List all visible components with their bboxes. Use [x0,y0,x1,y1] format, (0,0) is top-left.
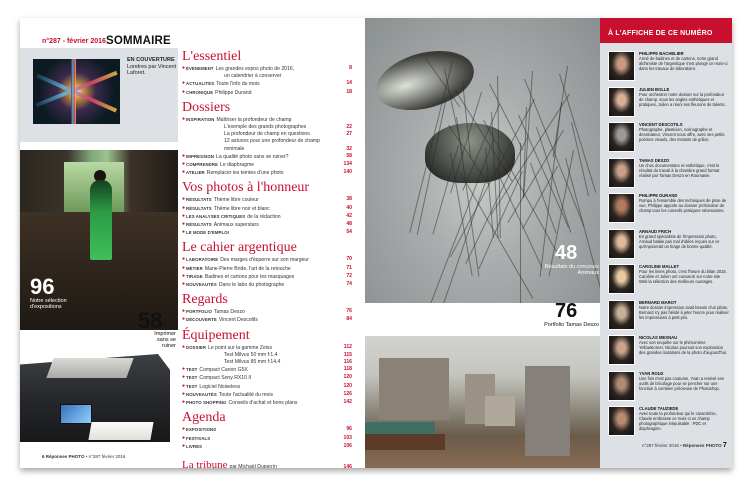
entry-text: Vincent Descotils [218,317,258,324]
entry-text: Philippe Durand [215,89,252,96]
entry-text: de la rédaction [247,213,281,220]
bullet-icon: ● [182,256,186,263]
toc-entry[interactable] [182,153,352,161]
entry-label: FESTIVALS [186,435,211,441]
toc-entry[interactable] [182,391,352,399]
toc-entry[interactable] [182,281,352,289]
teaser-48-caption: Résultats du concours Animaux [544,264,599,276]
contributor-bio: Pour les livres photo, c'est l'heure du bilan 2015. Caroline et Julien ont consacré sur notre site Web la sélection des meilleurs ouvrages. [639,269,727,284]
bullet-icon: ● [182,161,186,168]
bullet-icon: ● [182,308,186,315]
bullet-icon: ● [182,229,186,236]
bullet-icon: ● [182,196,186,203]
contributor-avatar [608,264,635,294]
entry-text: Test Milvus 50 mm f:1,4 [224,351,278,358]
bullet-icon: ● [182,426,186,433]
contributor-avatar [608,87,635,117]
entry-page-number [336,73,352,80]
toc-entry[interactable] [182,169,352,177]
section-title: Vos photos à l'honneur [182,180,310,196]
entry-text: L'exemple des grands photographes [224,124,307,131]
contributor-bio: Rompu à l'ensemble des techniques de prise de vue, Philippe apporte au dossier profondeur de champ tous les conseils pratiques nécessaires. [639,198,727,213]
toc-entry[interactable] [182,89,352,97]
toc-entry[interactable] [182,65,352,73]
entry-page-number: 118 [343,366,352,373]
entry-label: DÉCOUVERTE [186,317,217,323]
entry-page-number: 84 [346,316,352,323]
entry-page-number: 22 [346,124,352,131]
contributor-item [608,87,730,118]
entry-text-wrap [186,196,336,204]
contributor-avatar [608,229,635,259]
entry-label: MÉTIER [186,265,203,271]
contributor-item [608,406,730,437]
toc-entry[interactable] [182,124,352,131]
entry-page-number: 71 [346,264,352,271]
contributor-item [608,51,730,82]
toc-entry[interactable] [182,161,352,169]
toc-entry[interactable] [182,80,352,88]
left-brand: Réponses PHOTO [45,454,85,459]
entry-page-number: 54 [346,229,352,236]
contributor-bio: En grand spécialiste de l'impression photo, Arnaud balaie pas mal d'idées reçues sur ce qu'imposerait un tirage de bonne qualité. [639,233,720,249]
section-title: Regards [182,292,228,308]
contributor-name: JULIEN BOLLE [639,86,670,92]
section-title: Agenda [182,410,226,426]
entry-label: RÉSULTATS [186,222,212,228]
bullet-icon: ● [182,212,186,219]
toc-entry[interactable] [182,352,352,359]
toc-entry[interactable] [182,116,352,124]
entry-page-number: 115 [343,351,352,358]
contributor-item [608,122,730,153]
toc-entry[interactable] [182,146,352,153]
toc-entry[interactable] [182,426,352,434]
contributor-name: YVAN ROUX [639,370,664,376]
toc-entry[interactable] [182,265,352,273]
entry-text-wrap [186,65,336,73]
left-folio [42,454,125,459]
bullet-icon: ● [182,442,186,449]
entry-page-number: 38 [346,196,352,203]
left-page-number: 6 [42,454,45,459]
bullet-icon: ● [182,382,186,389]
entry-label: PORTFOLIO [186,309,212,315]
bullet-icon: ● [182,366,186,373]
toc-entry[interactable] [182,399,352,407]
entry-label: TIRAGE [186,273,203,279]
contributor-item [608,335,730,366]
entry-text-wrap [186,213,336,221]
entry-text: Badines et cartons pour les masquages [204,273,295,280]
cover-text: Londres par Vincent Laforet. [127,63,177,76]
entry-text-wrap [186,161,336,169]
contributor-avatar [608,193,635,223]
entry-page-number: 116 [343,359,352,366]
toc-entry[interactable] [182,196,352,204]
entry-text-wrap [186,316,336,324]
entry-label: TEST [186,383,198,389]
entry-text: Des marges d'équerre sur son margeur [220,257,309,264]
section-title: Dossiers [182,99,231,115]
toc-entry[interactable] [182,229,352,237]
entry-text-wrap [186,435,336,443]
toc-entry[interactable] [182,308,352,316]
entry-label: NOUVEAUTÉS [186,282,217,288]
toc-entry[interactable] [182,138,352,145]
entry-text-wrap [186,443,336,451]
contributor-item [608,300,730,331]
teaser-48-number: 48 [555,242,578,264]
entry-text: minimale [224,145,245,152]
toc-entry[interactable] [182,435,352,443]
right-page [365,18,732,468]
entry-text: Animaux superstars [213,222,259,229]
entry-text: Thème libre noir et blanc [213,205,270,212]
entry-text: Les grandes expos photo de 2016, [215,66,295,72]
right-page-number: 7 [722,442,727,449]
contributor-name: ARNAUD FRICH [639,228,672,234]
entry-text-wrap [186,146,336,153]
toc-entry[interactable] [182,366,352,374]
bullet-icon: ● [182,152,186,159]
contributor-bio: Notre dossier impression avait besoin d'un pilote, Bernard s'y pas hésité à jeter l'encre pour réaliser les impressions à petit prix. [639,304,729,320]
entry-text-wrap [186,391,336,399]
entry-label: RÉSULTATS [186,197,212,203]
entry-text-wrap [186,273,336,281]
bullet-icon: ● [182,434,186,441]
entry-page-number: 58 [346,152,352,159]
entry-page-number: 40 [346,204,352,211]
entry-text-wrap [186,124,336,131]
contributor-avatar [608,122,635,152]
entry-text: Logiciel Noiseless [199,383,241,390]
entry-text: Le diaphragme [220,162,255,169]
contributor-name: BERNARD MAROT [639,299,677,305]
entry-label: ÉVÉNEMENT [186,66,214,71]
contributor-avatar [608,335,635,365]
entry-text-wrap [186,281,336,289]
entry-label: PHOTO SHOPPING [186,400,227,406]
entry-page-number: 120 [343,382,352,389]
bullet-icon: ● [182,169,186,176]
bullet-icon: ● [182,65,186,71]
contributor-bio: Avec son enquête sur le phénomène YellowKorner, Nicolas poursuit son exploration des grandes mutations de la photo d'aujourd'hui. [639,340,728,355]
entry-text: Compact Sony RX10 II [199,375,252,382]
entry-page-number: 146 [343,463,352,468]
contributor-name: CLAUDE TAUZIEDE [639,406,679,411]
entry-text-wrap [186,131,336,138]
entry-text-wrap [186,169,336,177]
entry-page-number: 120 [343,374,352,381]
bullet-icon: ● [182,399,186,406]
entry-text: Compact Canon G5X [199,367,248,374]
cover-heading: EN COUVERTURE [127,57,175,63]
toc-entry[interactable] [182,256,352,264]
entry-page-number: 126 [343,390,352,397]
section-title: Équipement [182,327,250,343]
entry-text-wrap [186,229,336,237]
entry-page-number: 134 [343,161,352,168]
entry-label: NOUVEAUTÉS [186,391,217,397]
entry-text: Conseils d'achat et bons plans [228,400,298,407]
entry-page-number: 8 [349,65,352,71]
printer-scanner-lid [46,358,133,378]
page-title: SOMMAIRE [106,35,171,47]
entry-text-wrap [186,352,336,359]
entry-text-wrap [186,205,336,213]
entry-label: ACTUALITÉS [186,81,215,87]
folio-separator: • [680,443,682,448]
bullet-icon: ● [182,316,186,323]
contributor-bio: Avec toute la profondeur qui le caractérise, Claude embrasse ce mois-ci un champ photographique inépuisable : PDC et diaphragme. [639,411,717,431]
bullet-icon: ● [182,264,186,271]
toc-entry[interactable] [182,383,352,391]
entry-label: TEST [186,375,198,381]
bullet-icon: ● [182,343,186,350]
entry-text: Test Milvus 85 mm f:14,4 [224,359,281,366]
bullet-icon: ● [182,390,186,397]
teaser-76-caption: Portfolio Tamas Deszo [544,322,599,328]
right-folio [642,442,727,449]
entry-text-wrap [186,359,336,366]
entry-text-wrap [186,116,336,124]
entry-text: Remplacer les teintes d'une photo [206,170,284,177]
entry-label: CHRONIQUE [186,89,214,95]
entry-text-wrap [186,256,336,264]
entry-page-number: 76 [346,308,352,315]
bullet-icon: ● [182,80,186,87]
issue-label: n°287 - février 2016 [42,38,106,45]
contributor-name: VINCENT DESCOTILS [639,122,683,127]
contributor-avatar [608,158,635,188]
contributor-bio: Pour orchestrer notre dossier sur la profondeur de champ, sous les angles esthétiques et pratiques, Julien a réuni ses fleurons de talents. [639,91,726,107]
entry-page-number: 27 [346,131,352,138]
teaser-76-number: 76 [555,300,578,322]
printer-screen [60,404,92,424]
teaser-96-number: 96 [30,274,55,299]
toc-entry[interactable] [182,344,352,352]
entry-page-number: 14 [346,80,352,87]
contributor-item [608,158,730,189]
entry-label: EXPOSITIONS [186,427,217,433]
toc-entry[interactable] [182,131,352,138]
contributor-name: PHILIPPE DURAND [639,193,678,198]
entry-label: LES ANALYSES CRITIQUES [186,213,246,219]
entry-text-wrap [186,344,336,352]
section-title: L'essentiel [182,49,242,64]
entry-text-wrap [186,73,336,80]
entry-label: DOSSIER [186,344,207,350]
contributor-bio: Photographe, plasticien, scénographe et dessinateur, Vincent nous offre, avec ses petits poèmes visuels, des instants de grâce. [639,127,725,142]
entry-text-wrap [186,426,336,434]
contributor-bio: Armé de badines et de cartons, notre grand alchimiste de l'argentique s'est plongé ce mois-ci dans les travaux de laboratoire. [639,56,728,71]
cover-caption [127,57,177,77]
contributor-bio: Un choc documentaire et esthétique, c'est le résultat du travail à la chambre grand format réalisé par Tamas Deszo en Roumanie. [639,162,720,178]
contributor-avatar [608,371,635,401]
contributor-name: PHILIPPE BACHELIER [639,51,684,56]
contributor-avatar [608,406,635,436]
table-of-contents [182,46,352,468]
cover-image [33,59,120,124]
left-issue: n°287 février 2016 [88,454,126,459]
toc-entry[interactable] [182,221,352,229]
bullet-icon: ● [182,272,186,279]
folio-separator: • [85,454,88,459]
entry-page-number: 42 [346,212,352,219]
entry-text: Dans le labo du photographe [218,282,285,289]
contributor-name: NICOLAS MESNAU [639,335,678,340]
right-issue: n°287 février 2016 [642,443,679,448]
entry-text-wrap [186,153,336,161]
entry-text: Thème libre couleur [213,197,259,204]
entry-page-number: 103 [343,434,352,441]
entry-label: RÉSULTATS [186,205,212,211]
entry-text-wrap [186,383,336,391]
entry-text-wrap [186,221,336,229]
entry-label: IMPRESSION [186,153,214,159]
contributor-item [608,371,730,402]
contributor-bio: Une fois n'est pas coutume, Yvan a remisé ses outils de bricolage pour se pencher sur une fonction à combien précieuse de Photoshop. [639,375,724,391]
entry-label: LE MODE D'EMPLOI [186,230,229,236]
entry-label: TEST [186,367,198,373]
entry-text: un calendrier à conserver [224,73,282,80]
entry-page-number: 96 [346,426,352,433]
entry-text: Le point sur la gamme Zeiss [208,344,273,351]
bullet-icon: ● [182,374,186,381]
entry-label: ATELIER [186,170,205,176]
entry-page-number [336,138,352,145]
bullet-icon: ● [182,221,186,228]
entry-label: LIVRES [186,443,203,449]
sidebar-title: À L'AFFICHE DE CE NUMÉRO [608,30,713,37]
entry-text: Maîtriser la profondeur de champ [216,116,292,123]
entry-text: Marie-Pierre Bride, l'art de la retouche [204,265,291,272]
bullet-icon: ● [182,115,186,122]
entry-text: Toute l'info du mois [216,81,260,88]
toc-entry[interactable] [182,73,352,80]
teaser-58-caption: Imprimer sans se ruiner [154,331,176,349]
entry-text-wrap [186,265,336,273]
entry-label: COMPRENDRE [186,162,219,168]
entry-page-number: 18 [346,88,352,95]
entry-text-wrap [186,80,336,88]
entry-page-number: 106 [343,442,352,449]
teaser-58-number: 58 [138,308,163,333]
ruins-photo [365,336,600,468]
entry-page-number: 72 [346,272,352,279]
contributor-name: CAROLINE MALLET [639,264,680,269]
section-title: La tribune [182,458,228,468]
printer-paper [88,422,153,440]
entry-text-wrap [186,308,336,316]
sidebar-header [600,18,732,43]
contributor-name: TAMAS DESZO [639,157,670,163]
contributors-sidebar [600,18,732,468]
toc-entry[interactable] [182,316,352,324]
entry-text-wrap [186,138,336,145]
entry-page-number [336,116,352,124]
entry-text-wrap [186,89,336,97]
contributor-item [608,264,730,295]
masthead [20,18,365,40]
entry-text: par Michaël Duperrin [229,463,277,468]
entry-text-wrap [186,366,336,374]
contributor-avatar [608,300,635,330]
toc-entry[interactable] [182,359,352,366]
left-page [20,18,365,468]
bullet-icon: ● [182,88,186,95]
entry-page-number: 140 [343,169,352,176]
teaser-96-caption: Notre sélection d'expositions [30,298,67,310]
toc-entry-tribune[interactable] [182,454,352,468]
toc-entry[interactable] [182,205,352,213]
section-title: Le cahier argentique [182,240,297,256]
bullet-icon: ● [182,204,186,211]
toc-entry[interactable] [182,443,352,451]
entry-page-number: 48 [346,221,352,228]
toc-entry[interactable] [182,213,352,221]
entry-page-number: 74 [346,281,352,288]
entry-page-number: 142 [343,399,352,406]
entry-page-number: 112 [343,343,352,350]
entry-text: La qualité photo sans se ruiner? [215,153,289,160]
entry-text: La profondeur de champ en questions [224,131,310,138]
entry-text: Tamas Deszo [213,309,245,316]
entry-text: Toute l'actualité du mois [218,391,274,398]
contributor-item [608,229,730,260]
bullet-icon: ● [182,281,186,288]
contributor-item [608,193,730,224]
entry-label: INSPIRATION [186,116,215,122]
entry-page-number: 32 [346,145,352,152]
entry-page-number: 70 [346,256,352,263]
entry-text-wrap [186,374,336,382]
entry-text-wrap [186,399,336,407]
contributor-avatar [608,51,635,81]
entry-label: LABORATOIRE [186,257,219,263]
toc-entry[interactable] [182,374,352,382]
right-brand: Réponses PHOTO [682,443,722,448]
entry-text: 12 astuces pour une profondeur de champ [224,138,320,145]
toc-entry[interactable] [182,273,352,281]
